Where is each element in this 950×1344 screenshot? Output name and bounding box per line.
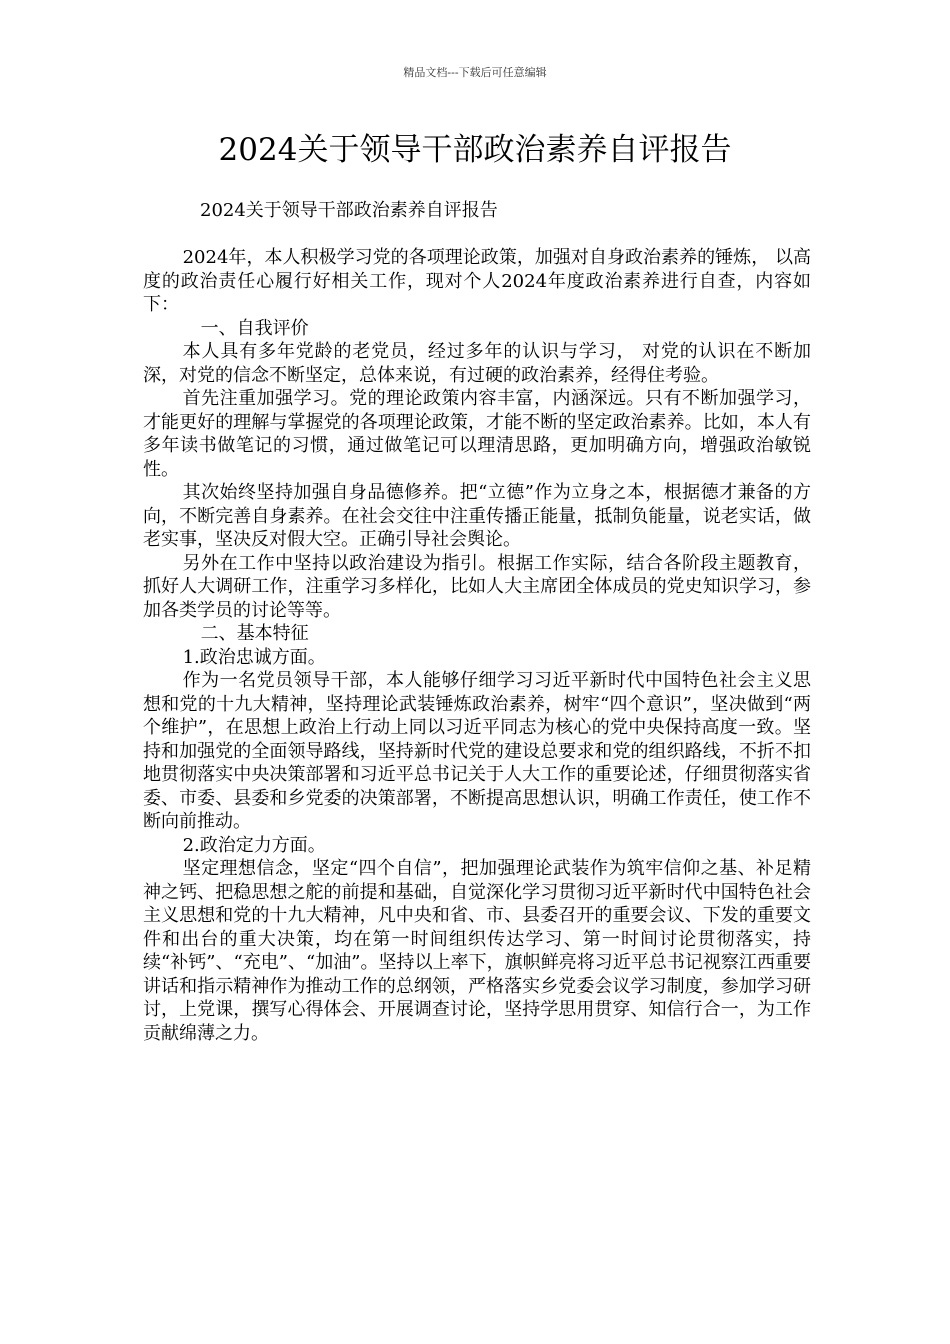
paragraph: 作为一名党员领导干部，本人能够仔细学习习近平新时代中国特色社会主义思想和党的十九大精神，坚持理论武装锤炼政治素养，树牢“四个意识”，坚决做到“两个维护”，在思想上政治上行动上同以习近平同志为核心的党中央保持高度一致。坚持和加强党的全面领导路线，坚持新时代党的建设总要求和党的组织路线，不折不扣地贯彻落实中央决策部署和习近平总书记关于人大工作的重要论述，仔细贯彻落实省委、市委、县委和乡党委的决策部署，不断提高思想认识，明确工作责任，使工作不断向前推动。 bbox=[143, 670, 811, 832]
document-title: 2024关于领导干部政治素养自评报告 bbox=[218, 132, 732, 168]
paragraph: 首先注重加强学习。党的理论政策内容丰富，内涵深远。只有不断加强学习，才能更好的理解与掌握党的各项理论政策，才能不断的坚定政治素养。比如，本人有多年读书做笔记的习惯，通过做笔记可以理清思路，更加明确方向，增强政治敏锐性。 bbox=[143, 388, 811, 480]
document-subtitle: 2024关于领导干部政治素养自评报告 bbox=[200, 200, 498, 221]
paragraph: 2.政治定力方面。 bbox=[182, 834, 326, 856]
paragraph: 坚定理想信念，坚定“四个自信”，把加强理论武装作为筑牢信仰之基、补足精神之钙、把稳思想之舵的前提和基础，自觉深化学习贯彻习近平新时代中国特色社会主义思想和党的十九大精神，凡中央和省、市、县委召开的重要会议、下发的重要文件和出台的重大决策，均在第一时间组织传达学习、第一时间讨论贯彻落实，持续“补钙”、“充电”、“加油”。坚持以上率下，旗帜鲜亮将习近平总书记视察江西重要讲话和指示精神作为推动工作的总纲领，严格落实乡党委会议学习制度，参加学习研讨，上党课，撰写心得体会、开展调查讨论，坚持学思用贯穿、知信行合一，为工作贡献绵薄之力。 bbox=[143, 858, 811, 1044]
paragraph: 本人具有多年党龄的老党员，经过多年的认识与学习， 对党的认识在不断加深，对党的信念不断坚定，总体来说，有过硬的政治素养，经得住考验。 bbox=[143, 341, 811, 386]
paragraph: 另外在工作中坚持以政治建设为指引。根据工作实际，结合各阶段主题教育，抓好人大调研工作，注重学习多样化，比如人大主席团全体成员的党史知识学习，参加各类学员的讨论等等。 bbox=[143, 552, 811, 621]
paragraph: 2024年，本人积极学习党的各项理论政策，加强对自身政治素养的锤炼， 以高度的政治责任心履行好相关工作，现对个人2024年度政治素养进行自查，内容如下： bbox=[143, 247, 811, 315]
section-heading: 二、基本特征 bbox=[200, 623, 309, 644]
header-note: 精品文档---下载后可任意编辑 bbox=[403, 66, 547, 79]
paragraph: 其次始终坚持加强自身品德修养。把“立德”作为立身之本，根据德才兼备的方向，不断完善自身素养。在社会交往中注重传播正能量，抵制负能量，说老实话，做老实事，坚决反对假大空。正确引导社会舆论。 bbox=[143, 482, 811, 550]
section-heading: 一、自我评价 bbox=[200, 317, 309, 339]
document-body bbox=[143, 246, 811, 1045]
paragraph: 1.政治忠诚方面。 bbox=[182, 646, 326, 668]
